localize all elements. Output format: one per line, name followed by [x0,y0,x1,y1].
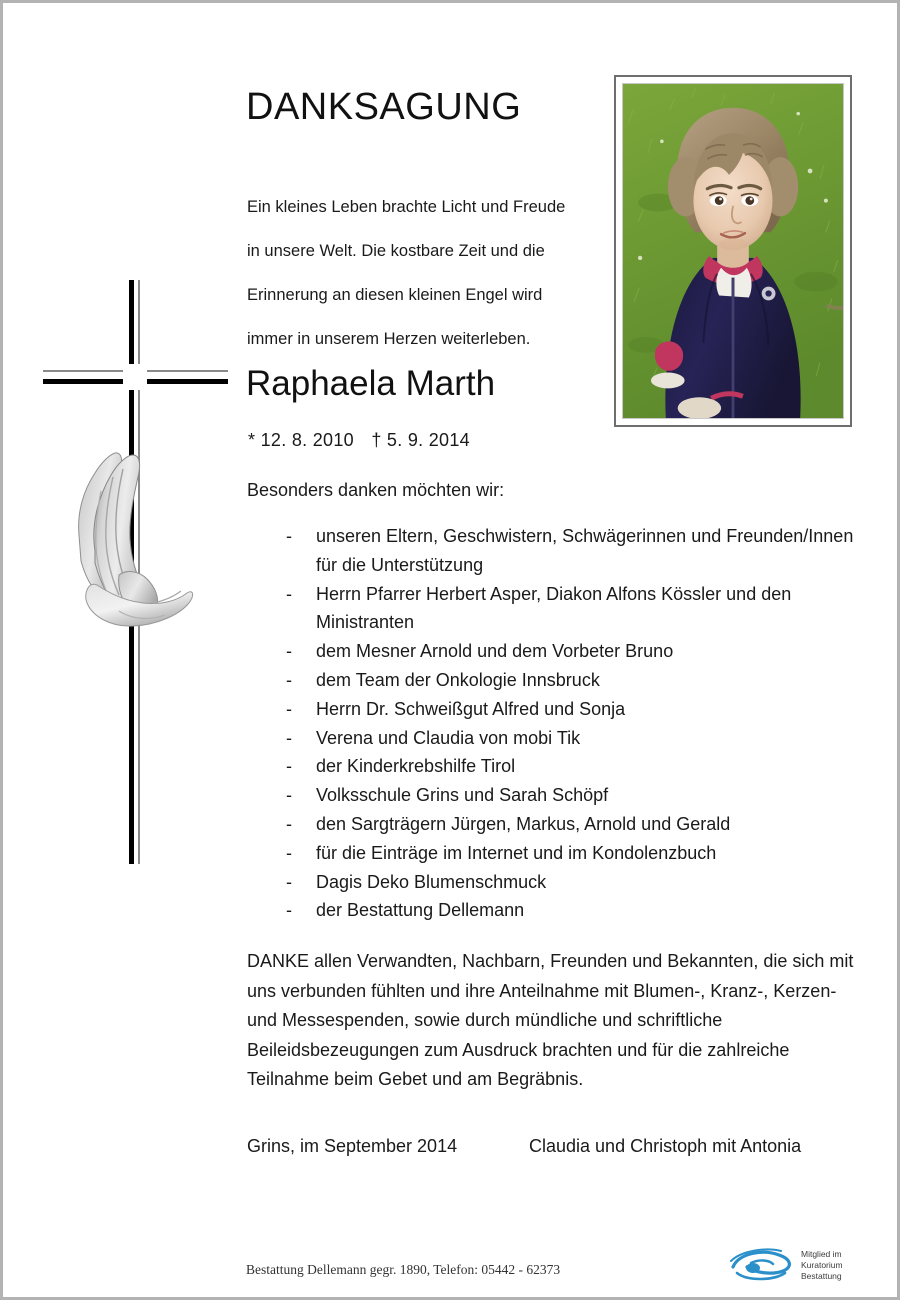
list-item [286,839,866,868]
list-item [286,781,866,810]
list-item [286,666,866,695]
list-item-text: der Bestattung Dellemann [316,900,525,921]
poem-line: immer in unserem Herzen weiterleben. [247,330,531,348]
logo-line-2: Kuratorium Bestattung [801,1260,843,1281]
bullet-marker: - [286,813,292,834]
list-item [286,724,866,753]
list-item [286,810,866,839]
poem-line: in unsere Welt. Die kostbare Zeit und die [247,242,545,260]
bullet-marker: - [286,756,292,777]
list-item-text: der Kinderkrebshilfe Tirol [316,756,516,777]
kuratorium-bestattung-logo [721,1241,873,1287]
content-column [246,3,866,1300]
praying-hands-icon [61,443,197,628]
bullet-marker: - [286,871,292,892]
deceased-name: Raphaela Marth [246,364,496,403]
bullet-marker: - [286,900,292,921]
bullet-marker: - [286,526,292,546]
list-item-text: für die Einträge im Internet und im Kondolenzbuch [316,842,717,863]
signature-family: Claudia und Christoph mit Antonia [529,1136,802,1156]
list-item-text: dem Mesner Arnold und dem Vorbeter Bruno [316,641,674,662]
bullet-marker: - [286,842,292,863]
thanks-list [286,522,866,925]
logo-text [801,1249,873,1282]
thanks-intro: Besonders danken möchten wir: [247,480,505,500]
birth-date: * 12. 8. 2010 [248,430,354,450]
list-item-text: Dagis Deko Blumenschmuck [316,871,547,892]
list-item [286,752,866,781]
death-date: † 5. 9. 2014 [371,430,470,450]
list-item-text: dem Team der Onkologie Innsbruck [316,669,600,690]
cross-graphic-column [3,3,233,1300]
bullet-marker: - [286,727,292,748]
bullet-marker: - [286,583,292,604]
bullet-marker: - [286,785,292,806]
poem-line: Ein kleines Leben brachte Licht und Freude [247,198,566,216]
signature-place-date: Grins, im September 2014 [247,1136,458,1156]
list-item-text: Verena und Claudia von mobi Tik [316,727,581,748]
footer-imprint: Bestattung Dellemann gegr. 1890, Telefon: 05442 - 62373 [246,1262,561,1277]
list-item-text: Herrn Dr. Schweißgut Alfred und Sonja [316,698,626,719]
logo-line-1: Mitglied im [801,1249,842,1259]
list-item [286,695,866,724]
bullet-marker: - [286,698,292,719]
list-item-text: Herrn Pfarrer Herbert Asper, Diakon Alfons Kössler und den Ministranten [316,583,792,633]
bullet-marker: - [286,669,292,690]
list-item [286,580,866,638]
memorial-poem [247,185,627,361]
list-item-text: den Sargträgern Jürgen, Markus, Arnold und Gerald [316,813,731,834]
closing-paragraph: DANKE allen Verwandten, Nachbarn, Freunden und Bekannten, die sich mit uns verbunden fühlten und ihre Anteilnahme mit Blumen-, Kranz-, Kerzen- und Messespenden, sowie durch mündliche und schriftliche Beileidsbezeugungen zum Ausdruck brachten und für die zahlreiche Teilnahme beim Gebet und am Begräbnis. [247,951,854,1089]
poem-line: Erinnerung an diesen kleinen Engel wird [247,286,543,304]
list-item-text: unseren Eltern, Geschwistern, Schwägerinnen und Freunden/Innen für die Unterstützung [316,526,854,575]
list-item [286,522,866,580]
list-item [286,637,866,666]
cross-center-gap [123,364,147,390]
life-dates [248,430,470,451]
page-title: DANKSAGUNG [246,86,522,128]
list-item-text: Volksschule Grins und Sarah Schöpf [316,785,609,806]
list-item [286,896,866,925]
list-item [286,868,866,897]
bullet-marker: - [286,641,292,662]
